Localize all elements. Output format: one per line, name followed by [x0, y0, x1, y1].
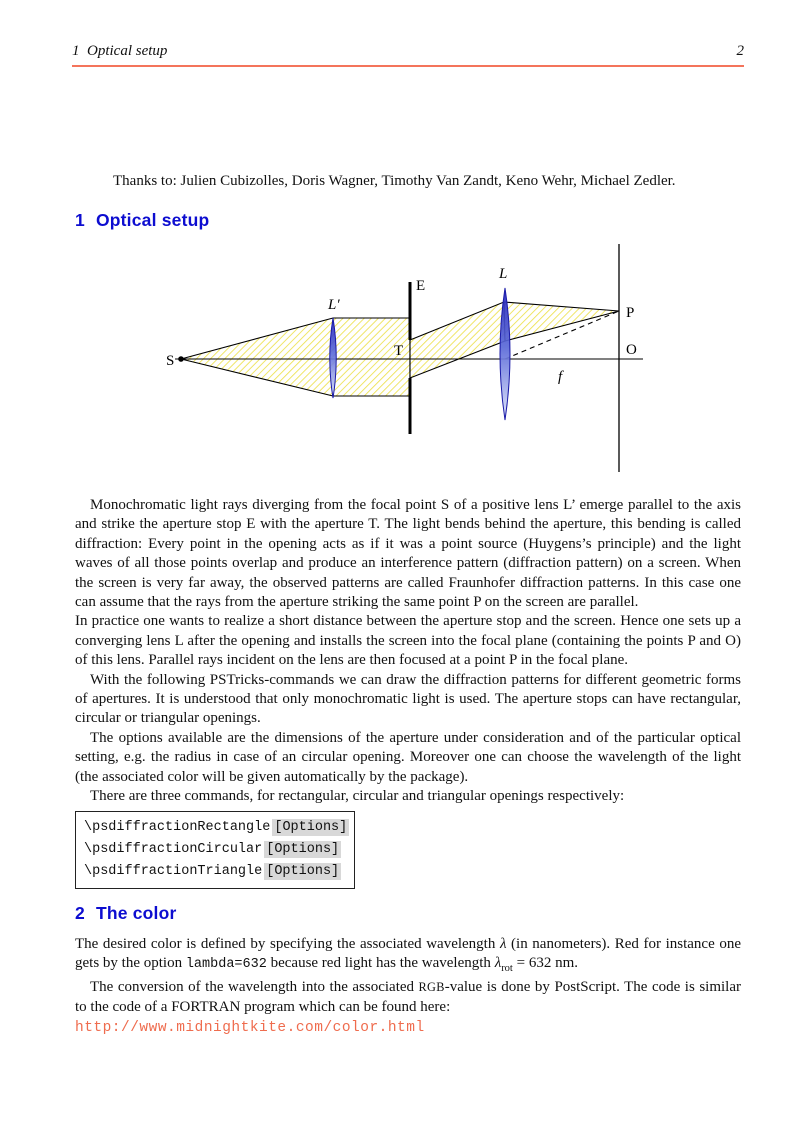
command-circular: \psdiffractionCircular	[84, 841, 263, 857]
label-f: f	[558, 369, 563, 385]
lambda-option-code: lambda=632	[185, 956, 267, 972]
thanks-line: Thanks to: Julien Cubizolles, Doris Wagner, Timothy Van Zandt, Keno Wehr, Michael Zedler.	[113, 173, 676, 189]
section-number: 2	[75, 902, 85, 923]
label-P: P	[626, 305, 635, 321]
command-listing-box	[75, 811, 355, 889]
page-content	[75, 173, 741, 1039]
beam-source-to-aperture	[181, 318, 410, 396]
code-line	[84, 817, 346, 839]
paragraph-desired-color	[75, 935, 741, 979]
text-run: -value is done by PostScript. The code is similar to the code of a FORTRAN program which can be found here:	[75, 979, 741, 1015]
label-E: E	[416, 278, 426, 294]
section-heading-1	[75, 210, 741, 231]
command-triangle: \psdiffractionTriangle	[84, 863, 263, 879]
source-point-dot	[178, 356, 184, 362]
header-rule	[72, 65, 744, 67]
section-number: 1	[75, 210, 85, 230]
label-O: O	[626, 342, 637, 358]
label-S: S	[166, 353, 175, 369]
running-header	[72, 0, 744, 59]
label-T: T	[394, 343, 404, 359]
optical-setup-figure	[160, 239, 650, 484]
text-run: The desired color is defined by specifying the associated wavelength	[75, 935, 500, 952]
header-section-title: 1 Optical setup	[72, 43, 168, 59]
paragraph-conversion	[75, 978, 741, 1017]
options-badge: [Options]	[266, 863, 340, 879]
rgb-smallcaps: RGB	[418, 980, 445, 995]
text-run: The conversion of the wavelength into the associated	[90, 979, 419, 996]
color-section-text	[75, 935, 741, 1039]
midnightkite-url-link[interactable]: http://www.midnightkite.com/color.html	[75, 1020, 425, 1037]
section-heading-2	[75, 903, 741, 924]
code-line	[84, 861, 346, 883]
beam-converging-triangle	[504, 302, 619, 341]
paragraph-monochromatic: Monochromatic light rays diverging from the focal point S of a positive lens L’ emerge parallel to the axis and strike the aperture stop E with the aperture T. The light bends behind the aperture, this bending is called diffraction: Every point in the opening acts as if it was a point source (Huygens’s principle) and the light waves of all those points overlap and produce an interference pattern (diffraction pattern) on a screen. When the screen is very far away, the observed patterns are called Fraunhofer diffraction patterns. In this case one can assume that the rays from the aperture striking the same point P on the screen are parallel.	[75, 497, 741, 611]
paragraph-pstricks-commands: With the following PSTricks-commands we can draw the diffraction patterns for different geometric forms of apertures. It is understood that only monochromatic light is used. The aperture stops can have rectangular, circular or triangular openings.	[75, 671, 741, 727]
lambda-symbol: λ	[494, 954, 502, 971]
code-line	[84, 839, 346, 861]
text-run: (in nanometers). Red for instance one gets by the option	[75, 935, 741, 971]
lambda-subscript: rot	[501, 962, 513, 974]
lambda-symbol: λ	[499, 935, 507, 952]
optical-diagram	[160, 239, 650, 484]
paragraph-options-available: The options available are the dimensions of the aperture under consideration and of the particular optical setting, e.g. the radius in case of an circular opening. Moreover one can choose the wavelength of the light (the associated color will be given automatically by the package).	[75, 729, 741, 785]
section-title: The color	[95, 902, 177, 923]
label-L: L	[499, 266, 508, 282]
command-rectangle: \psdiffractionRectangle	[84, 819, 271, 835]
header-page-number: 2	[736, 43, 744, 59]
beam-diffracted-parallelogram	[410, 302, 505, 378]
text-run: because red light has the wavelength	[266, 954, 495, 971]
label-L-prime: L′	[328, 297, 340, 313]
options-badge: [Options]	[266, 841, 340, 857]
paragraph-in-practice: In practice one wants to realize a short distance between the aperture stop and the screen. Hence one sets up a converging lens L after the opening and installs the screen into the focal plane (containing the points P and O) of this lens. Parallel rays incident on the lens are then focused at a point P in the focal plane.	[75, 613, 741, 669]
paragraph-three-commands: There are three commands, for rectangular, circular and triangular openings respectively:	[90, 788, 625, 805]
section-title: Optical setup	[95, 210, 210, 230]
body-text	[75, 496, 741, 807]
text-run: = 632 nm.	[512, 954, 578, 971]
options-badge: [Options]	[274, 819, 348, 835]
